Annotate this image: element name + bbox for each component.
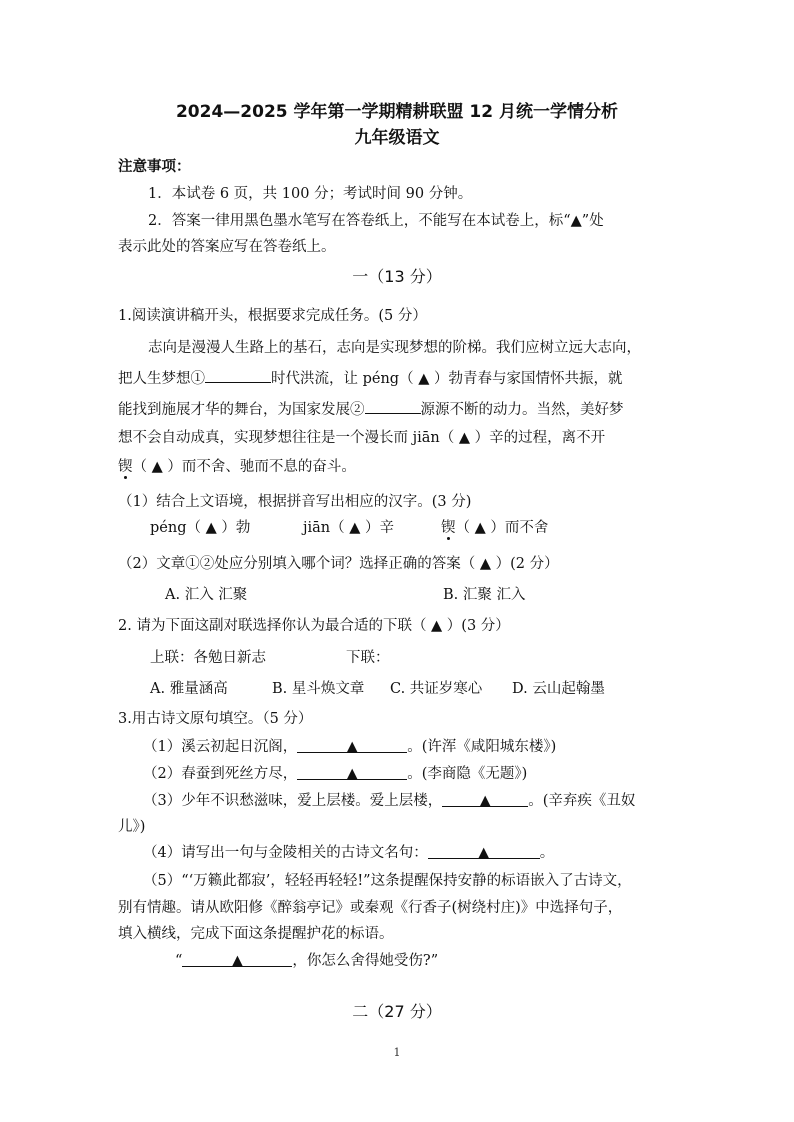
q2-lower-couplet: 下联： [346,650,390,666]
q1-text: 把人生梦想① [118,371,205,387]
q3-text: ，你怎么舍得她受伤?” [292,953,439,969]
q3-text: （3）少年不识愁滋味，爱上层楼。爱上层楼， [143,793,443,809]
q1-text: （ ▲ ）而不舍 [455,520,549,536]
q3-text: “ [175,953,183,969]
q1-passage-line-5 [118,457,356,477]
q3-stem: 3.用古诗文原句填空。（5 分） [118,711,313,727]
q3-text: 。(许浑《咸阳城东楼》) [407,739,557,755]
q3-text: 。(李商隐《无题》) [407,766,528,782]
blank-2 [365,398,421,414]
section-1-heading: 一（13 分） [352,267,442,286]
q1-sub-1-item-b: jiān（ ▲ ）辛 [303,520,394,536]
notice-item-1: 1．本试卷 6 页，共 100 分；考试时间 90 分钟。 [148,186,473,202]
q3-text: 。 [539,845,555,861]
q3-text: 。(辛弃疾《丑奴 [528,793,636,809]
q1-stem: 1.阅读演讲稿开头，根据要求完成任务。(5 分） [118,308,427,324]
q2-option-a: A. 雅量涵高 [150,681,228,697]
q3-text: （1）溪云初起日沉阁， [143,739,298,755]
q3-item-5-line-2: 别有情趣。请从欧阳修《醉翁亭记》或秦观《行香子(树绕村庄)》中选择句子， [118,900,623,916]
q1-option-a: A. 汇入 汇聚 [165,587,248,603]
emphasis-char: 锲 [118,459,133,475]
q2-upper-couplet: 上联：各勉日新志 [150,650,266,666]
q1-passage-line-4: 想不会自动成真，实现梦想往往是一个漫长而 jiān（ ▲ ）辛的过程，离不开 [118,430,606,446]
q2-option-c: C. 共证岁寒心 [390,681,483,697]
exam-subtitle: 九年级语文 [354,128,440,148]
q1-sub-1-item-c [441,518,548,538]
q1-sub-1-item-a: péng（ ▲ ）勃 [150,520,251,536]
q3-text: （4）请写出一句与金陵相关的古诗文名句： [143,845,428,861]
answer-blank: ▲ [297,737,407,753]
section-2-heading: 二（27 分） [352,1002,442,1021]
q2-option-b: B. 星斗焕文章 [272,681,365,697]
q3-item-1 [143,737,556,757]
q1-passage-line-3 [118,398,624,420]
q3-item-3 [143,791,635,811]
answer-blank: ▲ [428,843,540,859]
q1-passage-line-2 [118,367,622,389]
q2-stem: 2. 请为下面这副对联选择你认为最合适的下联（ ▲ ）(3 分） [118,618,510,634]
blank-1 [205,367,271,383]
q3-item-5-slogan [175,951,438,971]
q3-item-5: （5）“‘万籁此都寂’，轻轻再轻轻!”这条提醒保持安静的标语嵌入了古诗文， [143,873,632,889]
emphasis-char: 锲 [441,520,456,536]
q3-text: （2）春蚕到死丝方尽， [143,766,298,782]
answer-blank: ▲ [442,791,528,807]
q1-text: （ ▲ ）而不舍、驰而不息的奋斗。 [132,459,356,475]
notice-heading: 注意事项： [118,159,191,175]
q2-option-d: D. 云山起翰墨 [512,681,605,697]
q3-item-5-line-3: 填入横线，完成下面这条提醒护花的标语。 [118,926,394,942]
q1-option-b: B. 汇聚 汇入 [443,587,526,603]
q1-sub-1: （1）结合上文语境，根据拼音写出相应的汉字。(3 分) [118,494,472,510]
exam-title: 2024—2025 学年第一学期精耕联盟 12 月统一学情分析 [175,102,619,122]
notice-item-2: 2．答案一律用黑色墨水笔写在答卷纸上，不能写在本试卷上，标“▲”处 [148,213,604,229]
answer-blank: ▲ [297,764,407,780]
q1-text: 时代洪流，让 péng（ ▲ ）勃青春与家国情怀共振，就 [271,371,623,387]
page-number: 1 [393,1046,401,1059]
q1-text: 源源不断的动力。当然，美好梦 [420,402,624,418]
notice-item-2-cont: 表示此处的答案应写在答卷纸上。 [118,239,336,255]
q3-item-3-cont: 儿》) [118,819,146,835]
q1-passage-line-1: 志向是漫漫人生路上的基石，志向是实现梦想的阶梯。我们应树立远大志向， [148,340,641,356]
q3-item-4 [143,843,554,863]
q1-text: 能找到施展才华的舞台，为国家发展② [118,402,365,418]
q3-item-2 [143,764,527,784]
q1-sub-2: （2）文章①②处应分别填入哪个词？选择正确的答案（ ▲ ）(2 分） [118,556,559,572]
answer-blank: ▲ [182,951,292,967]
